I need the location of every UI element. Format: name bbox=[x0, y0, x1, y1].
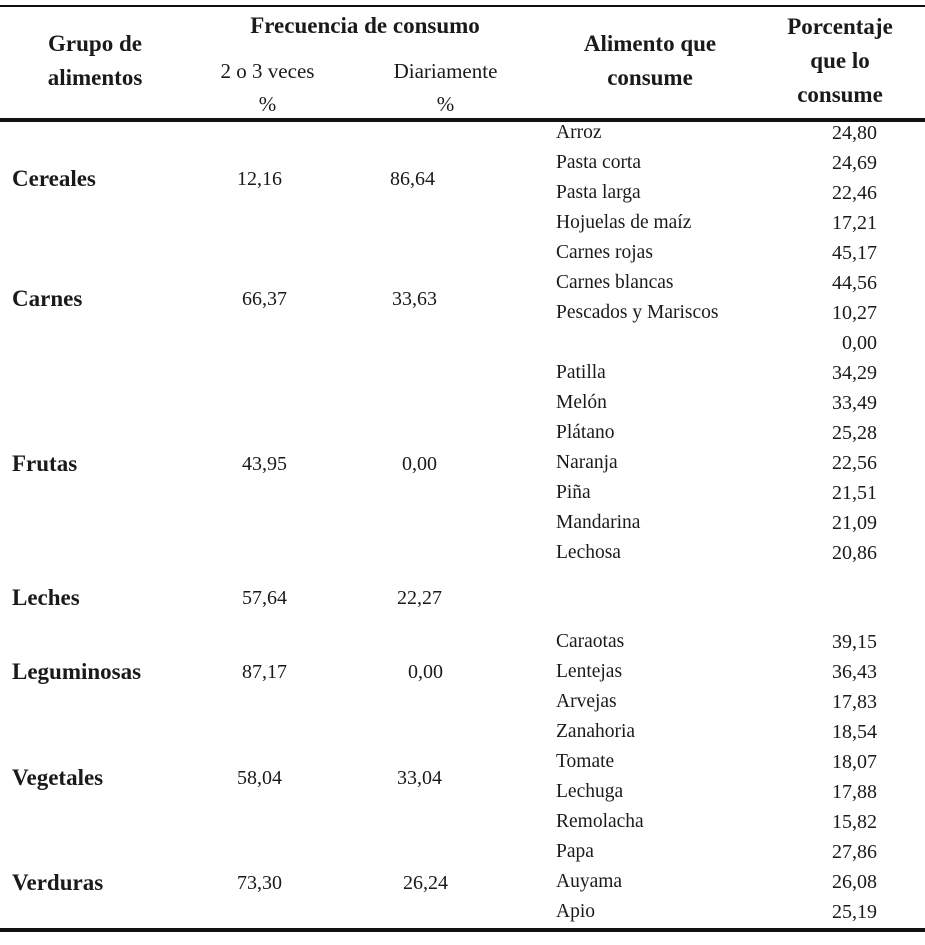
food-percentage: 36,43 bbox=[832, 661, 877, 683]
food-percentage: 25,28 bbox=[832, 422, 877, 444]
food-name: Lechosa bbox=[556, 542, 621, 563]
group-name: Leches bbox=[12, 585, 80, 610]
food-percentage: 21,09 bbox=[832, 512, 877, 534]
food-percentage: 10,27 bbox=[832, 302, 877, 324]
table-top-rule bbox=[0, 5, 925, 7]
freq-2-3-value: 43,95 bbox=[242, 453, 287, 475]
freq-2-3-value: 58,04 bbox=[237, 767, 282, 789]
food-name: Carnes blancas bbox=[556, 272, 674, 293]
group-name: Cereales bbox=[12, 166, 96, 191]
daily-value: 86,64 bbox=[390, 168, 435, 190]
food-name: Pasta corta bbox=[556, 152, 642, 173]
food-percentage: 17,83 bbox=[832, 691, 877, 713]
food-name: Apio bbox=[556, 901, 595, 922]
food-name: Pescados y Mariscos bbox=[556, 302, 719, 323]
daily-value: 0,00 bbox=[402, 453, 437, 475]
food-name: Tomate bbox=[556, 751, 615, 772]
food-name: Zanahoria bbox=[556, 721, 636, 742]
group-name: Vegetales bbox=[12, 765, 104, 790]
freq-2-3-value: 73,30 bbox=[237, 872, 282, 894]
food-percentage: 15,82 bbox=[832, 811, 877, 833]
food-percentage: 21,51 bbox=[832, 482, 877, 504]
food-name: Papa bbox=[556, 841, 594, 862]
food-percentage: 24,69 bbox=[832, 152, 877, 174]
freq-2-3-value: 87,17 bbox=[242, 661, 287, 683]
food-name: Melón bbox=[556, 392, 607, 413]
header-food-label: Alimento que consume bbox=[583, 31, 717, 90]
food-name: Mandarina bbox=[556, 512, 641, 533]
header-frequency-label: Frecuencia de consumo bbox=[250, 13, 480, 38]
food-percentage: 27,86 bbox=[832, 841, 877, 863]
header-freq-col1: 2 o 3 veces % bbox=[220, 59, 315, 116]
freq-2-3-value: 66,37 bbox=[242, 288, 287, 310]
group-name: Carnes bbox=[12, 286, 83, 311]
daily-value: 0,00 bbox=[408, 661, 443, 683]
food-name: Carnes rojas bbox=[556, 242, 653, 263]
food-name: Auyama bbox=[556, 871, 623, 892]
freq-2-3-value: 57,64 bbox=[242, 587, 287, 609]
food-percentage: 34,29 bbox=[832, 362, 877, 384]
freq-2-3-value: 12,16 bbox=[237, 168, 282, 190]
daily-value: 26,24 bbox=[403, 872, 448, 894]
food-name: Arroz bbox=[556, 122, 602, 143]
food-percentage: 44,56 bbox=[832, 272, 877, 294]
food-percentage: 25,19 bbox=[832, 901, 877, 923]
daily-value: 33,04 bbox=[397, 767, 442, 789]
food-name: Hojuelas de maíz bbox=[556, 212, 692, 233]
daily-value: 33,63 bbox=[392, 288, 437, 310]
food-name: Pasta larga bbox=[556, 182, 641, 203]
food-percentage: 39,15 bbox=[832, 631, 877, 653]
group-name: Frutas bbox=[12, 451, 78, 476]
header-pct-label: Porcentaje que lo consume bbox=[787, 14, 893, 107]
food-percentage: 22,56 bbox=[832, 452, 877, 474]
food-percentage: 18,07 bbox=[832, 751, 877, 773]
food-name: Remolacha bbox=[556, 811, 644, 832]
group-name: Verduras bbox=[12, 870, 104, 895]
food-name: Piña bbox=[556, 482, 591, 503]
food-name: Plátano bbox=[556, 422, 615, 443]
food-percentage: 17,88 bbox=[832, 781, 877, 803]
food-name: Naranja bbox=[556, 452, 618, 473]
food-percentage: 45,17 bbox=[832, 242, 877, 264]
food-percentage: 22,46 bbox=[832, 182, 877, 204]
food-percentage: 26,08 bbox=[832, 871, 877, 893]
food-percentage: 33,49 bbox=[832, 392, 877, 414]
food-percentage: 18,54 bbox=[832, 721, 877, 743]
header-bottom-rule bbox=[0, 118, 925, 122]
table-bottom-rule bbox=[0, 928, 925, 932]
food-name: Lentejas bbox=[556, 661, 623, 682]
header-freq-col2: Diariamente % bbox=[393, 59, 498, 116]
header-group-label: Grupo de alimentos bbox=[47, 31, 143, 90]
food-name: Lechuga bbox=[556, 781, 624, 802]
food-name: Arvejas bbox=[556, 691, 617, 712]
daily-value: 22,27 bbox=[397, 587, 442, 609]
food-percentage: 24,80 bbox=[832, 122, 877, 144]
food-name: Caraotas bbox=[556, 631, 625, 652]
food-percentage: 0,00 bbox=[842, 332, 877, 354]
group-name: Leguminosas bbox=[12, 659, 142, 684]
food-name: Patilla bbox=[556, 362, 606, 383]
food-percentage: 17,21 bbox=[832, 212, 877, 234]
food-percentage: 20,86 bbox=[832, 542, 877, 564]
